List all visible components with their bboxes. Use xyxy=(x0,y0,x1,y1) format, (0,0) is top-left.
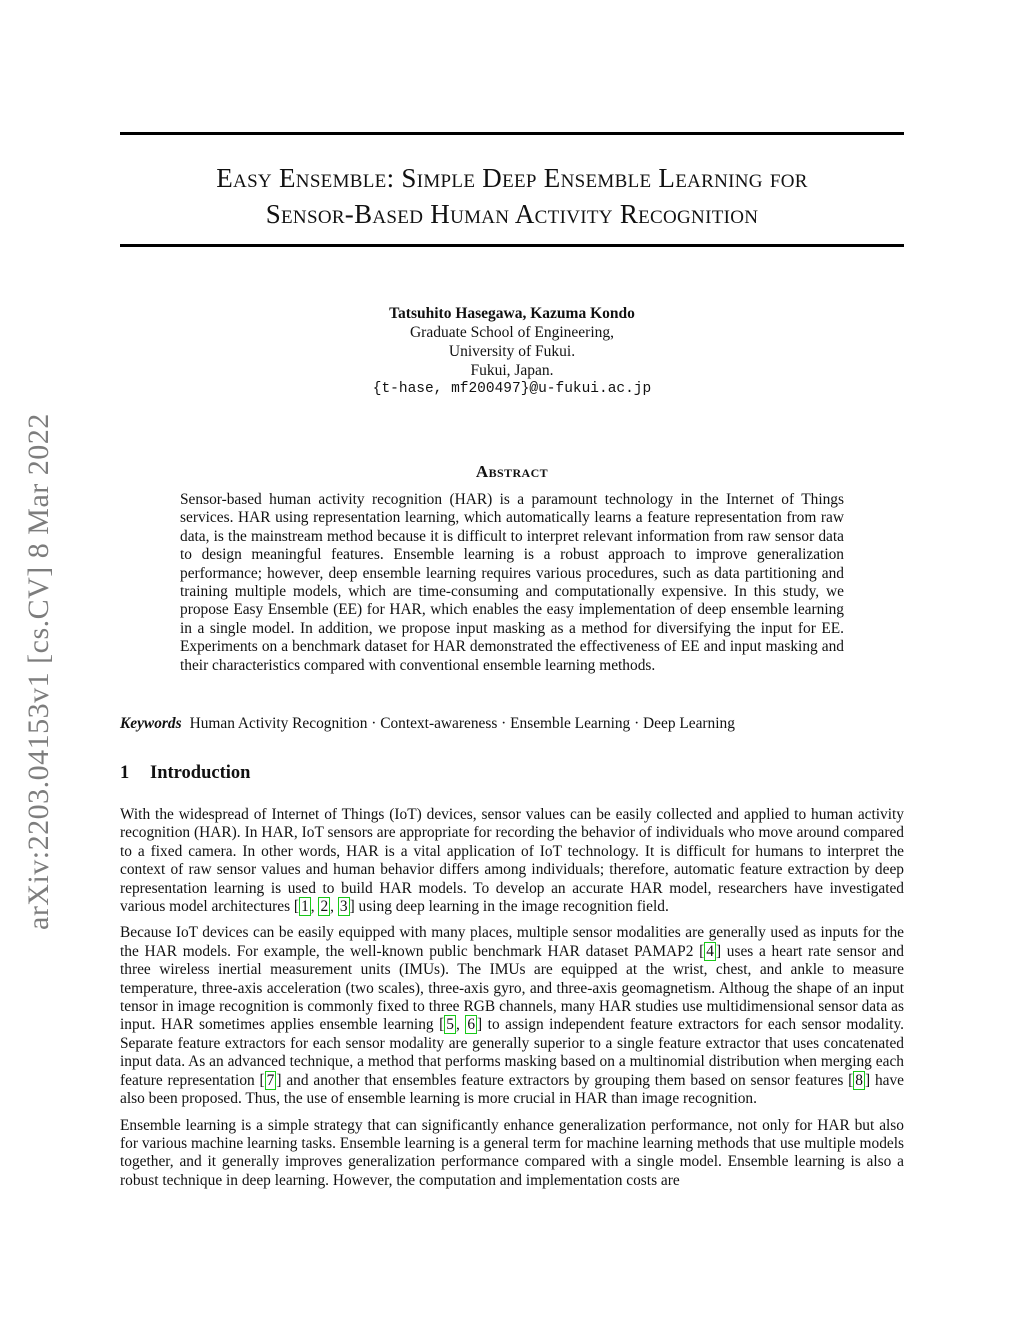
intro-p2-text-e: ] have also been proposed. Thus, the use of ensemble learning is more crucial in HAR than image recognition. xyxy=(120,1071,905,1108)
affiliation-line-1: Graduate School of Engineering, xyxy=(409,324,615,341)
citation-link-6[interactable]: 6 xyxy=(467,1016,476,1034)
intro-p2-text-b: ] uses a heart rate sensor and three wireless inertial measurement units (IMUs). The IMUs are equipped at the wrist, chest, and ankle to measure temperature, three-axis acceleration (two scales), three-axis gyro, and three-axis geomagnetism. Althoug the shape of an input tensor in image recognition is commonly fixed to three RGB channels, many HAR studies use multidimensional sensor data as input. HAR sometimes applies ensemble learning [ xyxy=(120,942,904,1034)
section-title: Introduction xyxy=(150,763,251,783)
citation-link-3[interactable]: 3 xyxy=(339,898,348,916)
section-heading-introduction xyxy=(120,763,250,784)
citation-link-4[interactable]: 4 xyxy=(706,942,714,960)
intro-p1-text-b: ] using deep learning in the image recognition field. xyxy=(349,898,669,916)
intro-p1-text-a: With the widespread of Internet of Things (IoT) devices, sensor values can be easily collected and applied to human activity recognition (HAR). In HAR, IoT sensors are appropriate for recording the behavior of individuals who move around compared to a fixed camera. In other words, HAR is a vital application of IoT technology. It is difficult for humans to interpret the context of raw sensor values and human behavior differs among individuals; therefore, automatic feature extraction by deep representation learning is used to build HAR models. To develop an accurate HAR model, researchers have investigated various model architectures [ xyxy=(120,806,904,916)
intro-p2-text-c: ] to assign independent feature extractors for each sensor modality. Separate feature extractors for each sensor modality are generally superior to a single feature extractor that uses concatenated input data. As an advanced technique, a method that performs masking based on a multinomial distribution when merging each feature representation [ xyxy=(120,1016,904,1089)
title-bottom-rule xyxy=(120,244,904,247)
affiliation-line-3: Fukui, Japan. xyxy=(470,362,554,379)
citation-link-1[interactable]: 1 xyxy=(301,898,309,916)
section-number: 1 xyxy=(120,763,130,783)
title-line-2: Sensor-Based Human Activity Recognition xyxy=(265,199,759,229)
intro-p2-text-a: Because IoT devices can be easily equipped with many places, multiple sensor modalities are generally used as inputs for the the HAR models. For example, the well-known public benchmark HAR dataset PAMAP2 [ xyxy=(120,924,904,960)
title-top-rule xyxy=(120,132,904,135)
intro-paragraph-1: With the widespread of Internet of Things (IoT) devices, sensor values can be easily collected and applied to human activity recognition (HAR). In HAR, IoT sensors are appropriate for recording the behavior of individuals who move around compared to a fixed camera. In other words, HAR is a vital application of IoT technology. It is difficult for humans to interpret the context of raw sensor values and human behavior differs among individuals; therefore, automatic feature extraction by deep representation learning is used to build HAR models. To develop an accurate HAR model, researchers have investigated various model architectures [ 1 , 2 , 3 ] using deep learning in the image recognition field. xyxy=(120,806,904,916)
title-line-1: Easy Ensemble: Simple Deep Ensemble Learning for xyxy=(216,163,808,193)
citation-link-8[interactable]: 8 xyxy=(855,1071,863,1089)
citation-link-5[interactable]: 5 xyxy=(446,1016,454,1034)
author-block xyxy=(120,304,904,399)
keywords-text: Human Activity Recognition · Context-awareness · Ensemble Learning · Deep Learning xyxy=(189,715,735,732)
abstract-heading: Abstract xyxy=(475,462,549,481)
intro-p2-text-d: ] and another that ensembles feature extractors by grouping them based on sensor features [ xyxy=(276,1071,854,1089)
affiliation-line-2: University of Fukui. xyxy=(448,343,576,360)
arxiv-identifier-stamp: arXiv:2203.04153v1 [cs.CV] 8 Mar 2022 xyxy=(22,413,55,930)
author-names: Tatsuhito Hasegawa, Kazuma Kondo xyxy=(389,305,635,322)
abstract-text: Sensor-based human activity recognition (HAR) is a paramount technology in the Internet of Things services. HAR using representation learning, which automatically learns a feature representation from raw data, is the mainstream method because it is difficult to interpret relevant information from raw sensor data to design meaningful features. Ensemble learning is a robust approach to improve generalization performance; however, deep ensemble learning requires various procedures, such as data partitioning and training multiple models, which are time-consuming and computationally expensive. In this study, we propose Easy Ensemble (EE) for HAR, which enables the easy implementation of deep ensemble learning in a single model. In addition, we propose input masking as a method for diversifying the input for EE. Experiments on a benchmark dataset for HAR demonstrated the effectiveness of EE and input masking and their characteristics compared with conventional ensemble learning methods. xyxy=(180,491,844,674)
intro-paragraph-3: Ensemble learning is a simple strategy that can significantly enhance generalization performance, not only for HAR but also for various machine learning tasks. Ensemble learning is a general term for machine learning methods that use multiple models together, and it generally improves generalization performance compared with a single model. Ensemble learning is also a robust technique in deep learning. However, the computation and implementation costs are xyxy=(120,1116,904,1189)
citation-link-2[interactable]: 2 xyxy=(320,898,329,916)
keywords xyxy=(120,714,904,733)
author-email: {t-hase, mf200497}@u-fukui.ac.jp xyxy=(372,381,652,397)
paper-title xyxy=(120,160,904,232)
citation-link-7[interactable]: 7 xyxy=(266,1071,275,1089)
keywords-label: Keywords xyxy=(120,715,182,732)
introduction-body xyxy=(120,806,904,1198)
intro-paragraph-2: Because IoT devices can be easily equipped with many places, multiple sensor modalities are generally used as inputs for the the HAR models. For example, the well-known public benchmark HAR dataset PAMAP2 [ 4 ] uses a heart rate sensor and three wireless inertial measurement units (IMUs). The IMUs are equipped at the wrist, chest, and ankle to measure temperature, three-axis acceleration (two scales), three-axis gyro, and three-axis geomagnetism. Althoug the shape of an input tensor in image recognition is commonly fixed to three RGB channels, many HAR studies use multidimensional sensor data as input. HAR sometimes applies ensemble learning [ 5 , 6 ] to assign independent feature extractors for each sensor modality. Separate feature extractors for each sensor modality are generally superior to a single feature extractor that uses concatenated input data. As an advanced technique, a method that performs masking based on a multinomial distribution when merging each feature representation [ 7 ] and another that ensembles feature extractors by grouping them based on sensor features [ 8 ] have also been proposed. Thus, the use of ensemble learning is more crucial in HAR than image recognition. xyxy=(120,924,905,1108)
